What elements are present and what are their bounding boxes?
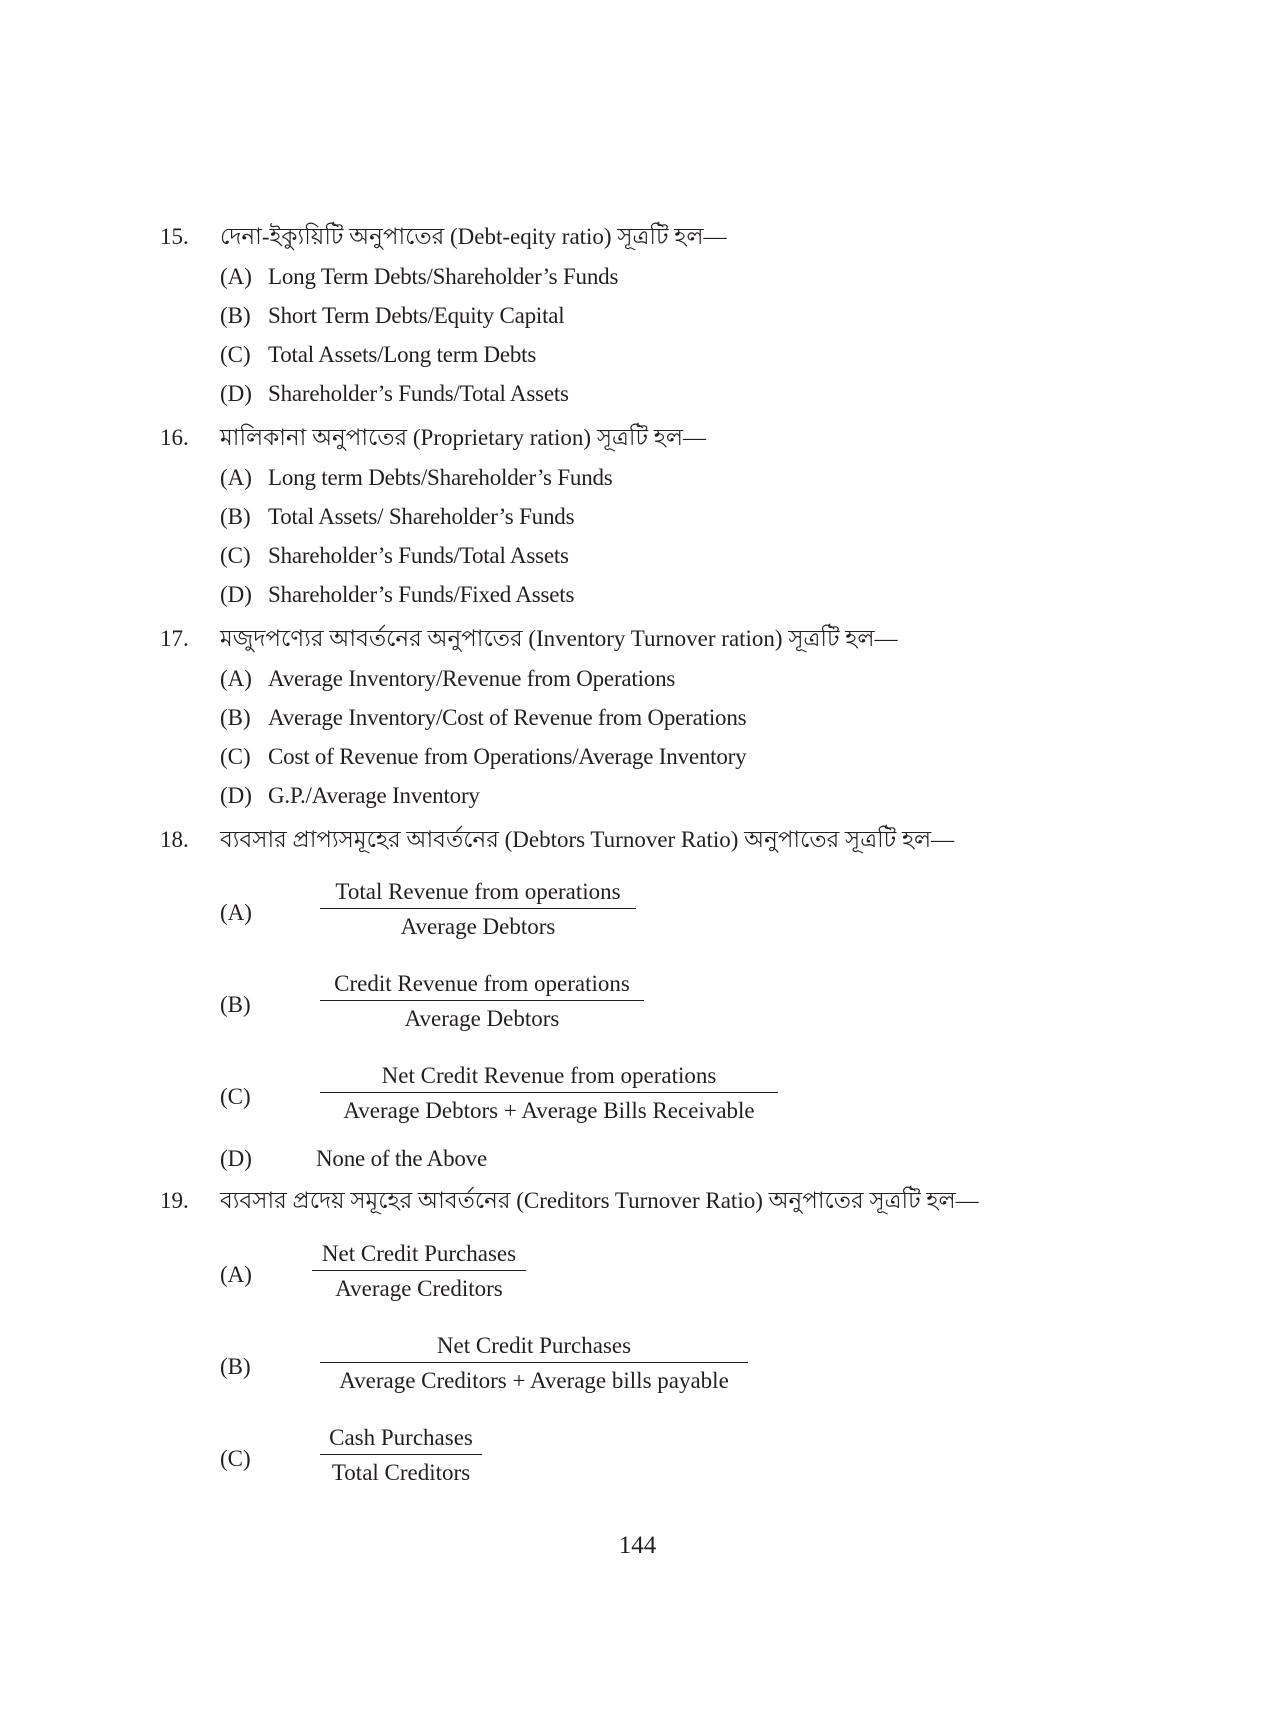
option-text: Short Term Debts/Equity Capital [268, 303, 565, 328]
option-text: Long term Debts/Shareholder’s Funds [268, 465, 613, 490]
option-18-c-fraction [320, 1061, 778, 1127]
fraction-bar [320, 1362, 748, 1363]
fraction-bar [320, 908, 636, 909]
option-19-b-fraction [320, 1331, 748, 1397]
option-label: (A) [220, 1262, 252, 1287]
fraction-denominator: Total Creditors [331, 1460, 471, 1485]
option-text: Shareholder’s Funds/Total Assets [268, 381, 569, 406]
fraction-denominator: Average Creditors [335, 1276, 503, 1301]
option-label: (B) [220, 1354, 251, 1379]
option-19-c-fraction [320, 1423, 482, 1489]
option-text: Cost of Revenue from Operations/Average Inventory [268, 744, 747, 769]
option-label: (A) [220, 264, 252, 289]
fraction-numerator: Credit Revenue from operations [334, 971, 630, 996]
option-label: (D) [220, 381, 252, 406]
fraction-bar [320, 1454, 482, 1455]
option-label: (C) [220, 342, 251, 367]
option-19-a-fraction [312, 1239, 526, 1305]
option-18-a-fraction [320, 877, 636, 943]
question-number: 17. [160, 626, 189, 651]
option-text: Average Inventory/Revenue from Operations [268, 666, 676, 691]
question-number: 15. [160, 224, 189, 249]
option-label: (D) [220, 1146, 252, 1171]
fraction-numerator: Net Credit Purchases [436, 1333, 632, 1358]
option-label: (D) [220, 783, 252, 808]
option-text: Shareholder’s Funds/Fixed Assets [268, 582, 575, 607]
option-text: Shareholder’s Funds/Total Assets [268, 543, 569, 568]
option-label: (B) [220, 992, 251, 1017]
fraction-denominator: Average Creditors + Average bills payable [339, 1368, 729, 1393]
fraction-numerator: Net Credit Purchases [321, 1241, 517, 1266]
option-label: (C) [220, 543, 251, 568]
option-label: (B) [220, 705, 251, 730]
option-label: (D) [220, 582, 252, 607]
question-stem: ব্যবসার প্রাপ্যসমূহের আবর্তনের (Debtors Turnover Ratio) অনুপাতের সূত্রটি হল— [220, 827, 955, 852]
question-number: 19. [160, 1188, 189, 1213]
option-label: (B) [220, 303, 251, 328]
option-text: Long Term Debts/Shareholder’s Funds [268, 264, 619, 289]
question-stem: মালিকানা অনুপাতের (Proprietary ration) সূত্রটি হল— [220, 425, 707, 450]
fraction-bar [320, 1092, 778, 1093]
fraction-bar [312, 1270, 526, 1271]
question-stem: দেনা-ইক্যুয়িটি অনুপাতের (Debt-eqity ratio) সূত্রটি হল— [220, 224, 727, 249]
fraction-denominator: Average Debtors [400, 914, 556, 939]
option-label: (C) [220, 1084, 251, 1109]
question-number: 18. [160, 827, 189, 852]
fraction-denominator: Average Debtors + Average Bills Receivable [343, 1098, 755, 1123]
fraction-numerator: Net Credit Revenue from operations [381, 1063, 717, 1088]
page-number: 144 [618, 1532, 657, 1559]
option-text: G.P./Average Inventory [268, 783, 480, 808]
option-label: (A) [220, 465, 252, 490]
option-text: Total Assets/Long term Debts [268, 342, 537, 367]
fraction-denominator: Average Debtors [404, 1006, 560, 1031]
option-label: (C) [220, 744, 251, 769]
option-label: (C) [220, 1446, 251, 1471]
option-label: (A) [220, 666, 252, 691]
option-text: Average Inventory/Cost of Revenue from Operations [268, 705, 747, 730]
question-number: 16. [160, 425, 189, 450]
option-18-b-fraction [320, 969, 644, 1035]
question-stem: ব্যবসার প্রদেয় সমূহের আবর্তনের (Creditors Turnover Ratio) অনুপাতের সূত্রটি হল— [220, 1188, 979, 1213]
option-label: (A) [220, 900, 252, 925]
fraction-numerator: Cash Purchases [329, 1425, 473, 1450]
option-text: Total Assets/ Shareholder’s Funds [268, 504, 575, 529]
question-stem: মজুদপণ্যের আবর্তনের অনুপাতের (Inventory Turnover ration) সূত্রটি হল— [220, 626, 898, 651]
option-text: None of the Above [316, 1146, 487, 1171]
fraction-bar [320, 1000, 644, 1001]
fraction-numerator: Total Revenue from operations [335, 879, 621, 904]
option-label: (B) [220, 504, 251, 529]
